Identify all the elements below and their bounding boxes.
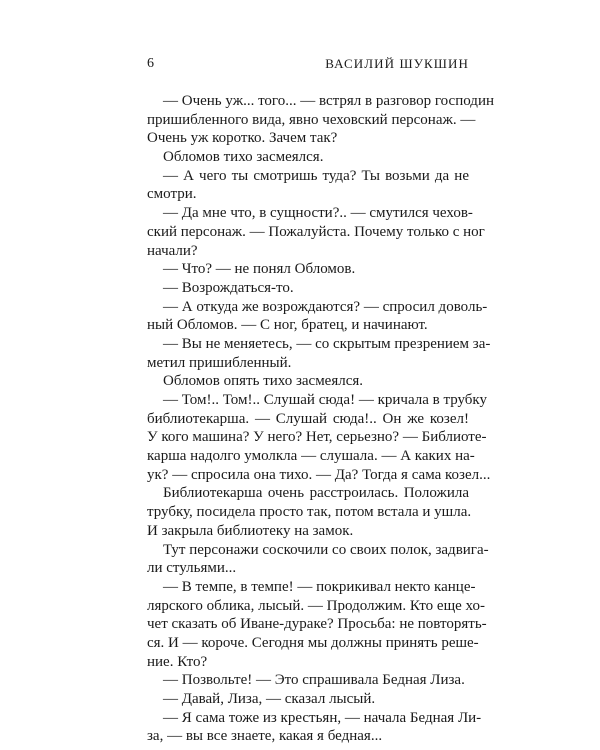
page-number: 6: [147, 56, 155, 71]
body-text: [147, 92, 494, 746]
text-line: ский персонаж. — Пожалуйста. Почему только с ног: [147, 223, 485, 240]
text-line: за, — вы все знаете, какая я бедная...: [147, 728, 383, 745]
text-line: И закрыла библиотеку на замок.: [147, 522, 354, 539]
text-line: — Да мне что, в сущности?.. — смутился чехов-: [163, 205, 473, 222]
text-line: ние. Кто?: [147, 653, 208, 670]
text-line: Тут персонажи соскочили со своих полок, задвига-: [163, 541, 489, 558]
text-line: — Вы не меняетесь, — со скрытым презрением за-: [163, 335, 491, 352]
text-line: карша надолго умолкла — слушала. — А каких на-: [147, 448, 475, 465]
text-line: Библиотекарша очень расстроилась. Положила: [163, 485, 469, 502]
text-line: библиотекарша. — Слушай сюда!.. Он же козел!: [147, 410, 469, 427]
text-line: Обломов опять тихо засмеялся.: [163, 373, 364, 390]
text-line: трубку, посидела просто так, потом встала и ушла.: [147, 504, 472, 521]
author-header: ВАСИЛИЙ ШУКШИН: [325, 56, 469, 71]
text-line: — Том!.. Том!.. Слушай сюда! — кричала в трубку: [163, 392, 488, 408]
text-line: — Позвольте! — Это спрашивала Бедная Лиза.: [163, 672, 465, 689]
text-line: — А чего ты смотришь туда? Ты возьми да не: [163, 167, 469, 184]
text-line: ук? — спросила она тихо. — Да? Тогда я сама козел...: [147, 466, 491, 483]
text-line: метил пришибленный.: [147, 354, 292, 371]
text-line: — Возрождаться-то.: [163, 279, 294, 296]
text-line: — Очень уж... того... — встрял в разговор господин: [163, 93, 494, 109]
text-line: — Что? — не понял Обломов.: [163, 261, 356, 278]
text-line: начали?: [147, 242, 198, 259]
text-line: смотри.: [147, 186, 197, 203]
text-line: Обломов тихо засмеялся.: [163, 149, 324, 166]
text-line: У кого машина? У него? Нет, серьезно? — Библиоте-: [147, 429, 487, 446]
text-line: — А откуда же возрождаются? — спросил доволь-: [163, 298, 488, 315]
text-line: — Давай, Лиза, — сказал лысый.: [163, 691, 376, 707]
text-line: пришибленного вида, явно чеховский персонаж. —: [147, 111, 476, 128]
text-line: — В темпе, в темпе! — покрикивал некто канце-: [163, 578, 476, 595]
text-line: ся. И — короче. Сегодня мы должны принять реше-: [147, 634, 479, 651]
text-line: ный Обломов. — С ног, братец, и начинают.: [147, 317, 428, 334]
text-line: ли стульями...: [147, 560, 237, 577]
text-line: лярского облика, лысый. — Продолжим. Кто еще хо-: [147, 597, 485, 614]
text-line: Очень уж коротко. Зачем так?: [147, 130, 338, 147]
text-line: чет сказать об Иване-дураке? Просьба: не повторять-: [147, 616, 487, 633]
text-line: — Я сама тоже из крестьян, — начала Бедная Ли-: [163, 709, 482, 726]
